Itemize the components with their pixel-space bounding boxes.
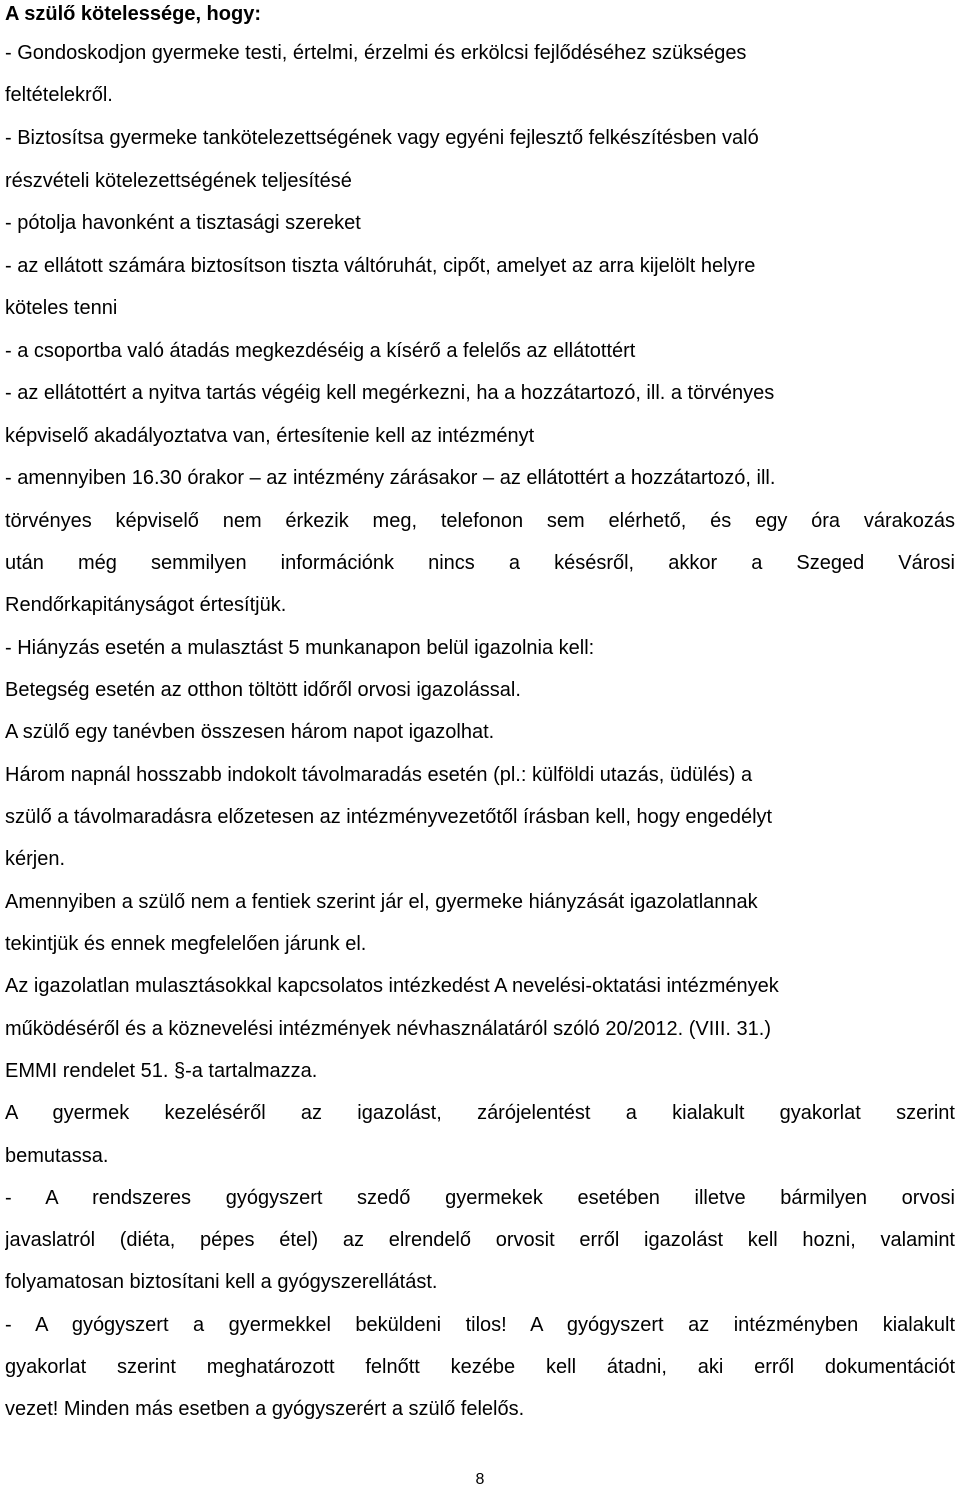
section-heading: A szülő kötelessége, hogy:: [5, 3, 261, 25]
text-line: EMMI rendelet 51. §-a tartalmazza.: [5, 1060, 318, 1082]
text-line: vezet! Minden más esetben a gyógyszerért a szülő felelős.: [5, 1398, 525, 1420]
text-line: - az ellátott számára biztosítson tiszta váltóruhát, cipőt, amelyet az arra kijelölt helyre: [5, 255, 756, 277]
text-line: Három napnál hosszabb indokolt távolmaradás esetén (pl.: külföldi utazás, üdülés) a: [5, 764, 753, 786]
text-line: feltételekről.: [5, 84, 113, 106]
text-line: folyamatosan biztosítani kell a gyógyszerellátást.: [5, 1271, 438, 1293]
text-line: - Gondoskodjon gyermeke testi, értelmi, érzelmi és erkölcsi fejlődéséhez szükséges: [5, 42, 747, 64]
text-line: - Hiányzás esetén a mulasztást 5 munkanapon belül igazolnia kell:: [5, 637, 595, 659]
text-line: A szülő egy tanévben összesen három napot igazolhat.: [5, 721, 495, 743]
text-line: - A rendszeres gyógyszert szedő gyermekek esetében illetve bármilyen orvosi: [5, 1187, 955, 1209]
text-line: tekintjük és ennek megfelelően járunk el.: [5, 933, 367, 955]
text-line: Amennyiben a szülő nem a fentiek szerint jár el, gyermeke hiányzását igazolatlannak: [5, 891, 758, 913]
text-line: kérjen.: [5, 848, 66, 870]
text-line: gyakorlat szerint meghatározott felnőtt kezébe kell átadni, aki erről dokumentációt: [5, 1356, 955, 1378]
text-line: szülő a távolmaradásra előzetesen az intézményvezetőtől írásban kell, hogy engedélyt: [5, 806, 773, 828]
text-line: - pótolja havonként a tisztasági szereket: [5, 212, 361, 234]
text-line: működéséről és a köznevelési intézmények névhasználatáról szóló 20/2012. (VIII. 31.): [5, 1018, 771, 1040]
text-line: Betegség esetén az otthon töltött időről orvosi igazolással.: [5, 679, 521, 701]
text-line: - a csoportba való átadás megkezdéséig a kísérő a felelős az ellátottért: [5, 340, 636, 362]
text-line: javaslatról (diéta, pépes étel) az elrendelő orvosit erről igazolást kell hozni, valamint: [5, 1229, 955, 1251]
text-line: törvényes képviselő nem érkezik meg, telefonon sem elérhető, és egy óra várakozás: [5, 510, 955, 532]
page-number: 8: [475, 1471, 485, 1488]
text-line: után még semmilyen információnk nincs a késésről, akkor a Szeged Városi: [5, 552, 955, 574]
text-line: köteles tenni: [5, 297, 118, 319]
text-line: bemutassa.: [5, 1145, 109, 1167]
text-line: - az ellátottért a nyitva tartás végéig kell megérkezni, ha a hozzátartozó, ill. a törvényes: [5, 382, 775, 404]
text-line: Rendőrkapitányságot értesítjük.: [5, 594, 287, 616]
text-line: képviselő akadályoztatva van, értesítenie kell az intézményt: [5, 425, 535, 447]
text-line: - A gyógyszert a gyermekkel beküldeni tilos! A gyógyszert az intézményben kialakult: [5, 1314, 955, 1336]
text-line: - amennyiben 16.30 órakor – az intézmény zárásakor – az ellátottért a hozzátartozó, ill.: [5, 467, 776, 489]
text-line: A gyermek kezeléséről az igazolást, zárójelentést a kialakult gyakorlat szerint: [5, 1102, 955, 1124]
text-line: - Biztosítsa gyermeke tankötelezettségének vagy egyéni fejlesztő felkészítésben való: [5, 127, 759, 149]
text-line: részvételi kötelezettségének teljesítésé: [5, 170, 352, 192]
text-line: Az igazolatlan mulasztásokkal kapcsolatos intézkedést A nevelési-oktatási intézmények: [5, 975, 779, 997]
